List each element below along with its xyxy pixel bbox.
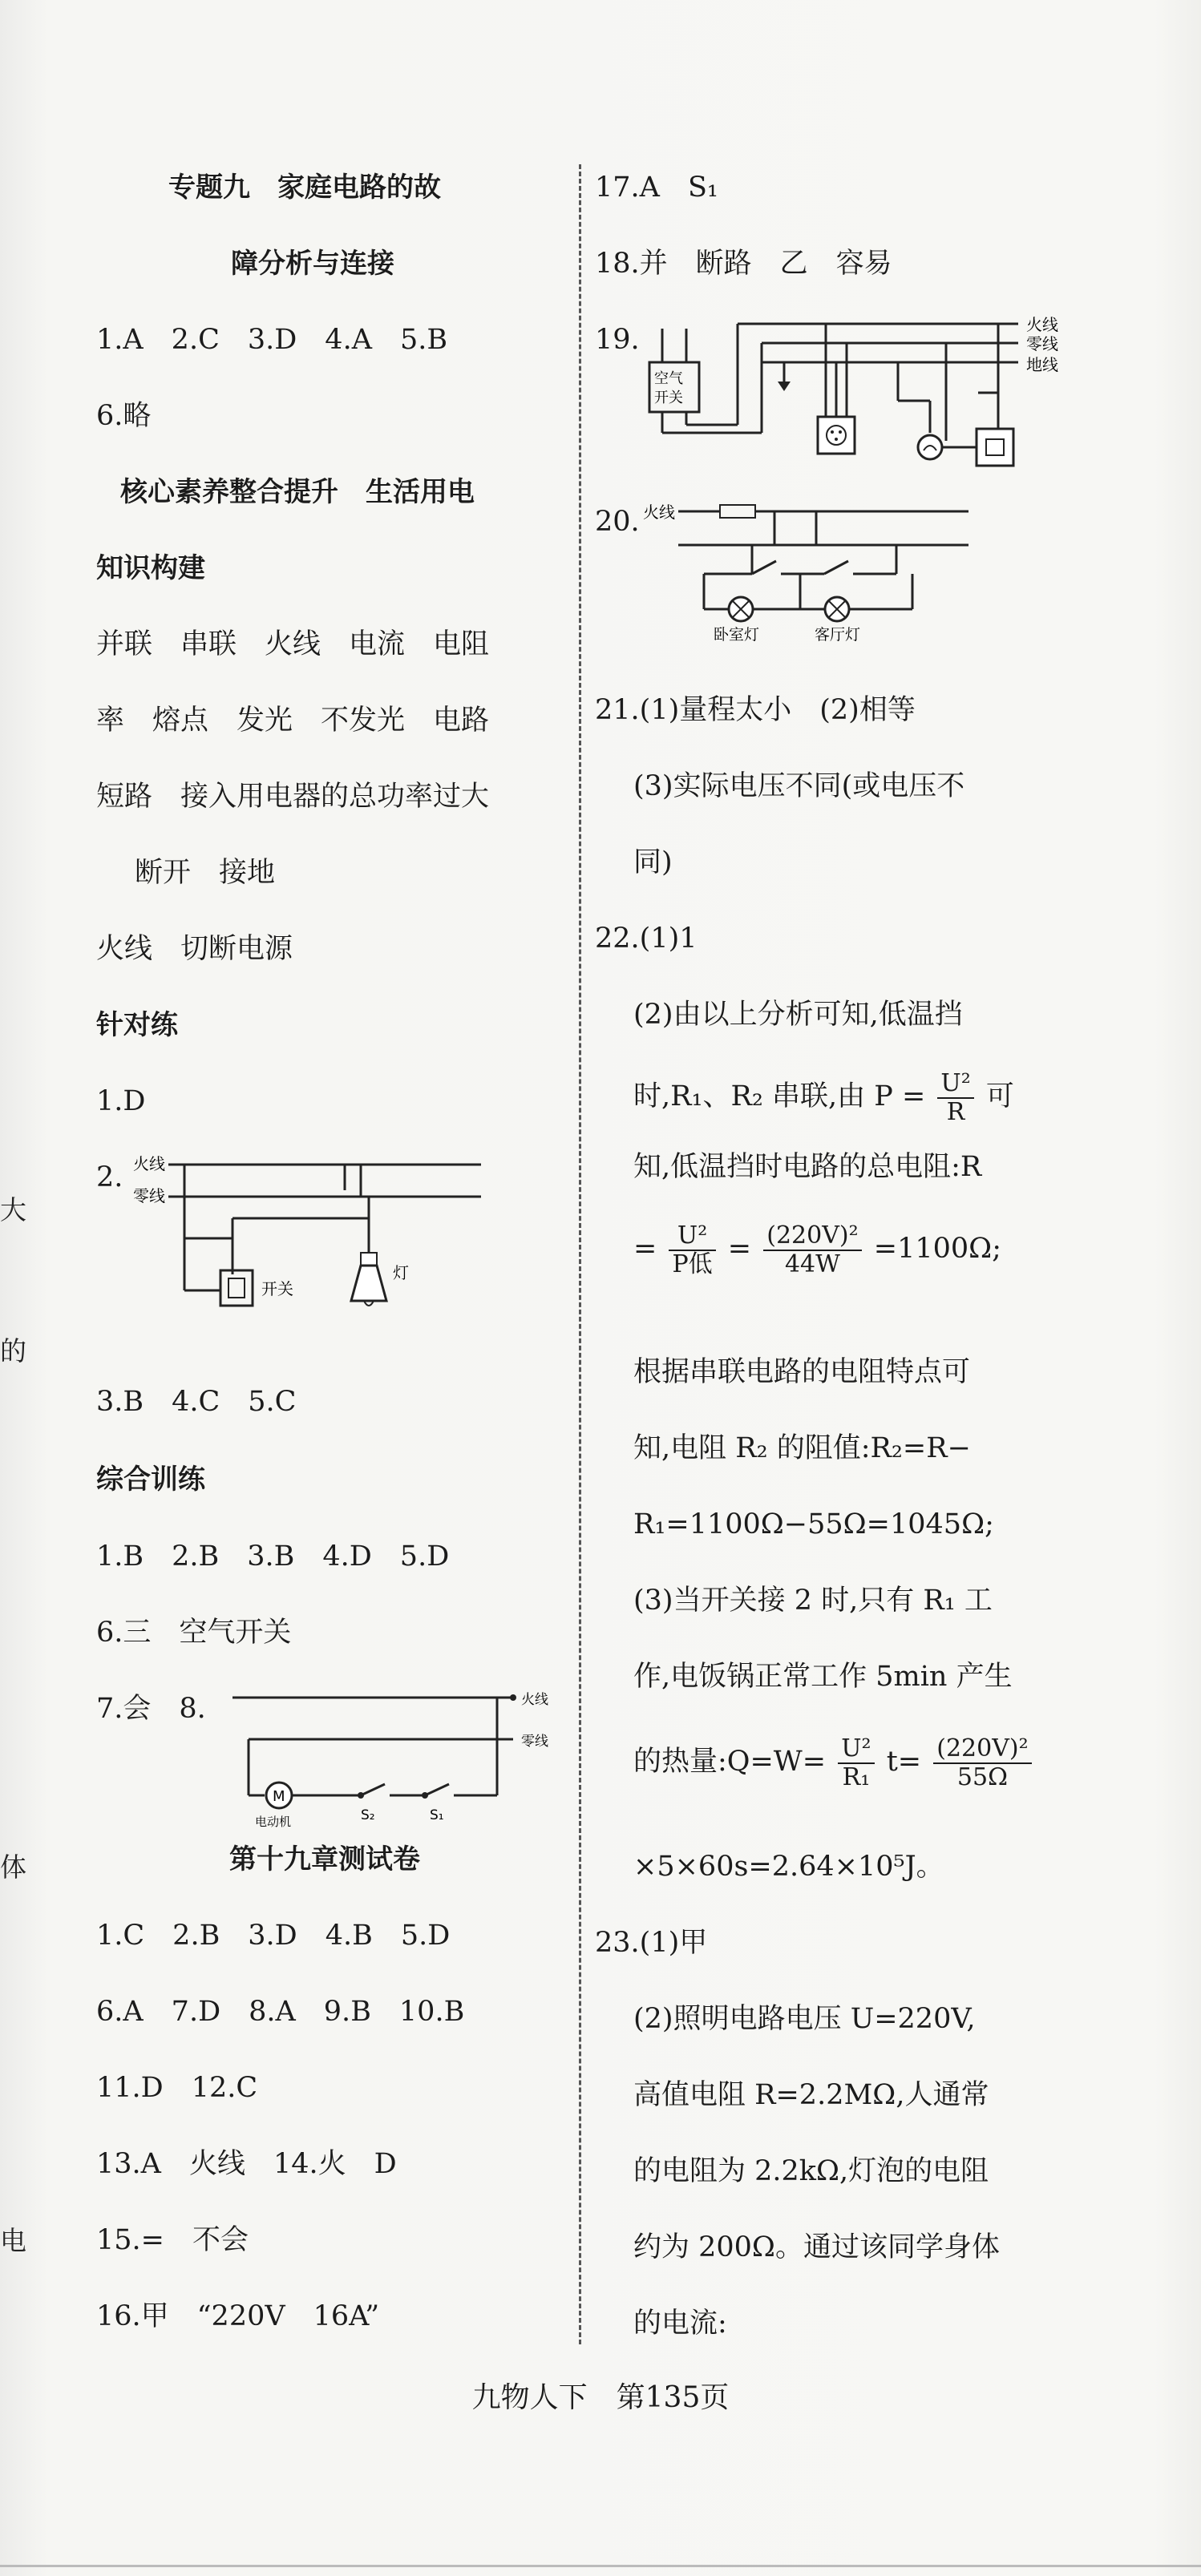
live-wire-label: 火线	[1026, 315, 1058, 334]
answer-line: 16.甲 “220V 16A”	[96, 2300, 380, 2332]
denominator: P低	[672, 1250, 713, 1278]
answer-line: 根据串联电路的电阻特点可	[633, 1356, 971, 1388]
formula-line	[633, 1218, 1001, 1279]
answer-line: (2)由以上分析可知,低温挡	[633, 999, 963, 1031]
answer-line: 13.A 火线 14.火 D	[96, 2148, 397, 2180]
motor-symbol: M	[273, 1788, 285, 1805]
formula-line	[633, 1066, 1014, 1127]
answer-line: ×5×60s=2.64×10⁵J。	[633, 1851, 944, 1883]
formula-text: t=	[886, 1746, 922, 1778]
answer-line: 1.C 2.B 3.D 4.B 5.D	[96, 1920, 451, 1952]
circuit-diagram-2	[128, 1150, 497, 1338]
answer-line: 的电阻为 2.2kΩ,灯泡的电阻	[633, 2155, 989, 2187]
column-divider	[579, 164, 581, 2344]
switch-s2-label: S₂	[361, 1807, 375, 1823]
answer-line: (3)实际电压不同(或电压不	[633, 770, 965, 802]
denominator: R₁	[842, 1762, 871, 1791]
live-wire-label: 火线	[133, 1154, 165, 1173]
formula-text: =	[633, 1233, 657, 1265]
fraction	[937, 1070, 973, 1126]
edge-char: 体	[0, 1851, 26, 1883]
neutral-wire-label: 零线	[133, 1186, 165, 1205]
edge-char: 的	[0, 1335, 26, 1367]
answer-line: 15.= 不会	[96, 2224, 249, 2256]
answer-line: 3.B 4.C 5.C	[96, 1386, 297, 1418]
formula-text: =	[727, 1233, 752, 1265]
fraction	[933, 1735, 1031, 1791]
breaker-label-line1: 空气	[654, 370, 683, 387]
answer-line: 2.	[96, 1161, 123, 1193]
section-title: 核心素养整合提升 生活用电	[120, 476, 475, 508]
numerator: U²	[669, 1222, 715, 1251]
fraction	[763, 1222, 861, 1278]
answer-line: 率 熔点 发光 不发光 电路	[96, 705, 490, 737]
neutral-wire-label: 零线	[1026, 334, 1058, 353]
answer-line: 18.并 断路 乙 容易	[595, 248, 892, 280]
living-room-lamp-label: 客厅灯	[815, 626, 861, 641]
answer-line: 23.(1)甲	[595, 1927, 708, 1959]
answer-line: 断开 接地	[135, 857, 276, 889]
formula-text: 时,R₁、R₂ 串联,由 P =	[633, 1080, 926, 1112]
answer-line: R₁=1100Ω−55Ω=1045Ω;	[633, 1508, 994, 1540]
answer-line: (2)照明电路电压 U=220V,	[633, 2003, 976, 2035]
fraction	[838, 1735, 874, 1791]
numerator: U²	[838, 1735, 874, 1764]
answer-line: 7.会 8.	[96, 1693, 206, 1725]
answer-line: (3)当开关接 2 时,只有 R₁ 工	[633, 1585, 993, 1617]
formula-text: 可	[985, 1080, 1014, 1112]
numerator: (220V)²	[933, 1735, 1031, 1764]
answer-line: 知,电阻 R₂ 的阻值:R₂=R−	[633, 1432, 971, 1464]
formula-text: =1100Ω;	[873, 1233, 1001, 1265]
bottom-rule	[0, 2565, 1201, 2567]
formula-text: 的热量:Q=W=	[633, 1746, 827, 1778]
section-title: 障分析与连接	[231, 248, 394, 280]
answer-line: 22.(1)1	[595, 923, 698, 955]
denominator: 44W	[784, 1250, 840, 1278]
section-title: 第十九章测试卷	[229, 1843, 420, 1875]
lamp-label: 灯	[393, 1263, 409, 1282]
circuit-diagram-19	[641, 313, 1090, 492]
motor-label: 电动机	[255, 1815, 292, 1827]
fraction	[669, 1222, 715, 1278]
bedroom-lamp-label: 卧室灯	[714, 626, 760, 641]
answer-line: 同)	[633, 846, 673, 878]
answer-line: 火线 切断电源	[96, 933, 293, 965]
page-footer: 九物人下 第135页	[471, 2381, 730, 2414]
answer-line: 并联 串联 火线 电流 电阻	[96, 628, 490, 660]
subsection-title: 知识构建	[96, 552, 205, 584]
denominator: R	[946, 1097, 965, 1126]
circuit-diagram-8	[233, 1683, 585, 1831]
edge-char: 电	[0, 2225, 26, 2256]
switch-s1-label: S₁	[430, 1807, 444, 1823]
ground-wire-label: 地线	[1026, 355, 1058, 374]
answer-line: 6.A 7.D 8.A 9.B 10.B	[96, 1996, 465, 2028]
numerator: (220V)²	[763, 1222, 861, 1251]
answer-line: 的电流:	[633, 2307, 727, 2340]
answer-line: 作,电饭锅正常工作 5min 产生	[633, 1661, 1013, 1693]
answer-line: 1.A 2.C 3.D 4.A 5.B	[96, 324, 448, 356]
answer-line: 11.D 12.C	[96, 2072, 258, 2104]
breaker-label-line2: 开关	[654, 390, 683, 406]
section-title: 专题九 家庭电路的故	[168, 172, 441, 204]
answer-line: 21.(1)量程太小 (2)相等	[595, 694, 916, 726]
subsection-title: 综合训练	[96, 1464, 205, 1496]
circuit-diagram-20	[640, 497, 1009, 644]
answer-line: 17.A S₁	[595, 172, 718, 204]
answer-line: 知,低温挡时电路的总电阻:R	[633, 1151, 982, 1183]
subsection-title: 针对练	[96, 1009, 178, 1041]
live-wire-label: 火线	[643, 503, 675, 522]
answer-line: 6.三 空气开关	[96, 1617, 292, 1649]
switch-label: 开关	[261, 1279, 293, 1298]
answer-line: 1.B 2.B 3.B 4.D 5.D	[96, 1540, 450, 1573]
numerator: U²	[937, 1070, 973, 1099]
answer-line: 高值电阻 R=2.2MΩ,人通常	[633, 2079, 989, 2111]
answer-line: 约为 200Ω。通过该同学身体	[633, 2231, 1000, 2263]
formula-line	[633, 1731, 1035, 1792]
answer-line: 20.	[595, 506, 640, 538]
denominator: 55Ω	[956, 1762, 1008, 1791]
live-wire-label: 火线	[521, 1692, 548, 1708]
edge-char: 大	[0, 1194, 26, 1225]
answer-line: 19.	[595, 324, 640, 356]
answer-line: 6.略	[96, 400, 152, 432]
answer-line: 短路 接入用电器的总功率过大	[96, 781, 490, 813]
neutral-wire-label: 零线	[521, 1734, 548, 1750]
answer-line: 1.D	[96, 1085, 146, 1117]
